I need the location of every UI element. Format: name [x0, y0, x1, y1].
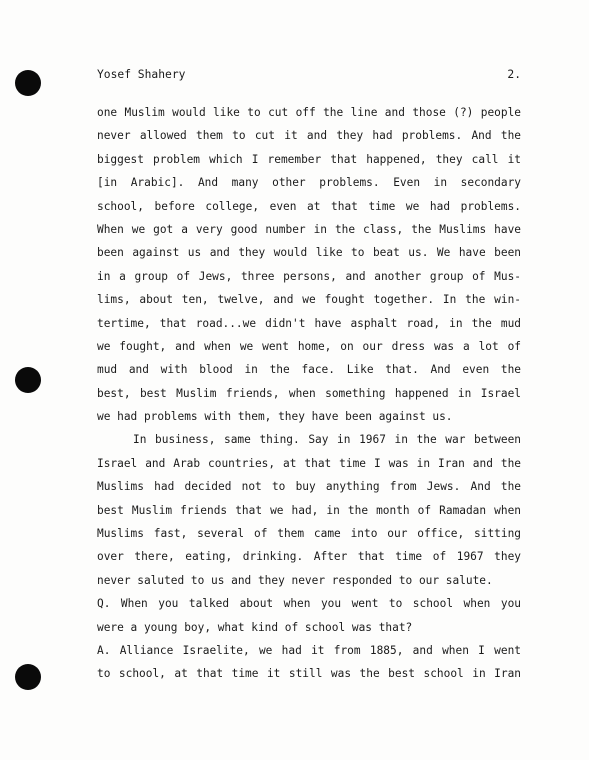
- text-line: never allowed them to cut it and they had problems. And the: [97, 129, 521, 143]
- page-header: [97, 66, 521, 84]
- header-author: Yosef Shahery: [97, 68, 186, 81]
- text-line: been against us and they would like to beat us. We have been: [97, 246, 521, 260]
- text-line: tertime, that road...we didn't have asphalt road, in the mud: [97, 316, 521, 330]
- text-line: In business, same thing. Say in 1967 in the war between: [133, 433, 521, 447]
- text-line: we fought, and when we went home, on our dress was a lot of: [97, 339, 521, 353]
- text-line: biggest problem which I remember that happened, they call it: [97, 152, 521, 166]
- text-line: in a group of Jews, three persons, and another group of Mus-: [97, 269, 521, 283]
- text-line: we had problems with them, they have been against us.: [97, 410, 453, 424]
- punch-hole-middle: [15, 367, 41, 393]
- punch-hole-bottom: [15, 664, 41, 690]
- answer-line: to school, at that time it still was the best school in Iran: [97, 667, 521, 681]
- question-line: Q. When you talked about when you went to school when you: [97, 597, 521, 611]
- text-line: one Muslim would like to cut off the line and those (?) people: [97, 106, 521, 119]
- text-line: lims, about ten, twelve, and we fought together. In the win-: [97, 293, 521, 307]
- text-line: When we got a very good number in the class, the Muslims have: [97, 222, 521, 236]
- text-line: never saluted to us and they never responded to our salute.: [97, 573, 493, 587]
- transcript-body: [97, 101, 521, 686]
- text-line: mud and with blood in the face. Like that. And even the: [97, 363, 521, 377]
- question-line: were a young boy, what kind of school was that?: [97, 620, 413, 634]
- text-line: best, best Muslim friends, when something happened in Israel: [97, 386, 521, 400]
- text-line: over there, eating, drinking. After that time of 1967 they: [97, 550, 521, 564]
- text-line: Muslims fast, several of them came into our office, sitting: [97, 527, 521, 541]
- text-line: [in Arabic]. And many other problems. Even in secondary: [97, 176, 521, 190]
- header-page-number: 2.: [507, 68, 521, 81]
- answer-line: A. Alliance Israelite, we had it from 1885, and when I went: [97, 643, 521, 657]
- text-line: Israel and Arab countries, at that time I was in Iran and the: [97, 456, 521, 470]
- text-line: Muslims had decided not to buy anything from Jews. And the: [97, 480, 521, 494]
- punch-hole-top: [15, 70, 41, 96]
- text-line: school, before college, even at that time we had problems.: [97, 199, 521, 213]
- text-line: best Muslim friends that we had, in the month of Ramadan when: [97, 503, 521, 517]
